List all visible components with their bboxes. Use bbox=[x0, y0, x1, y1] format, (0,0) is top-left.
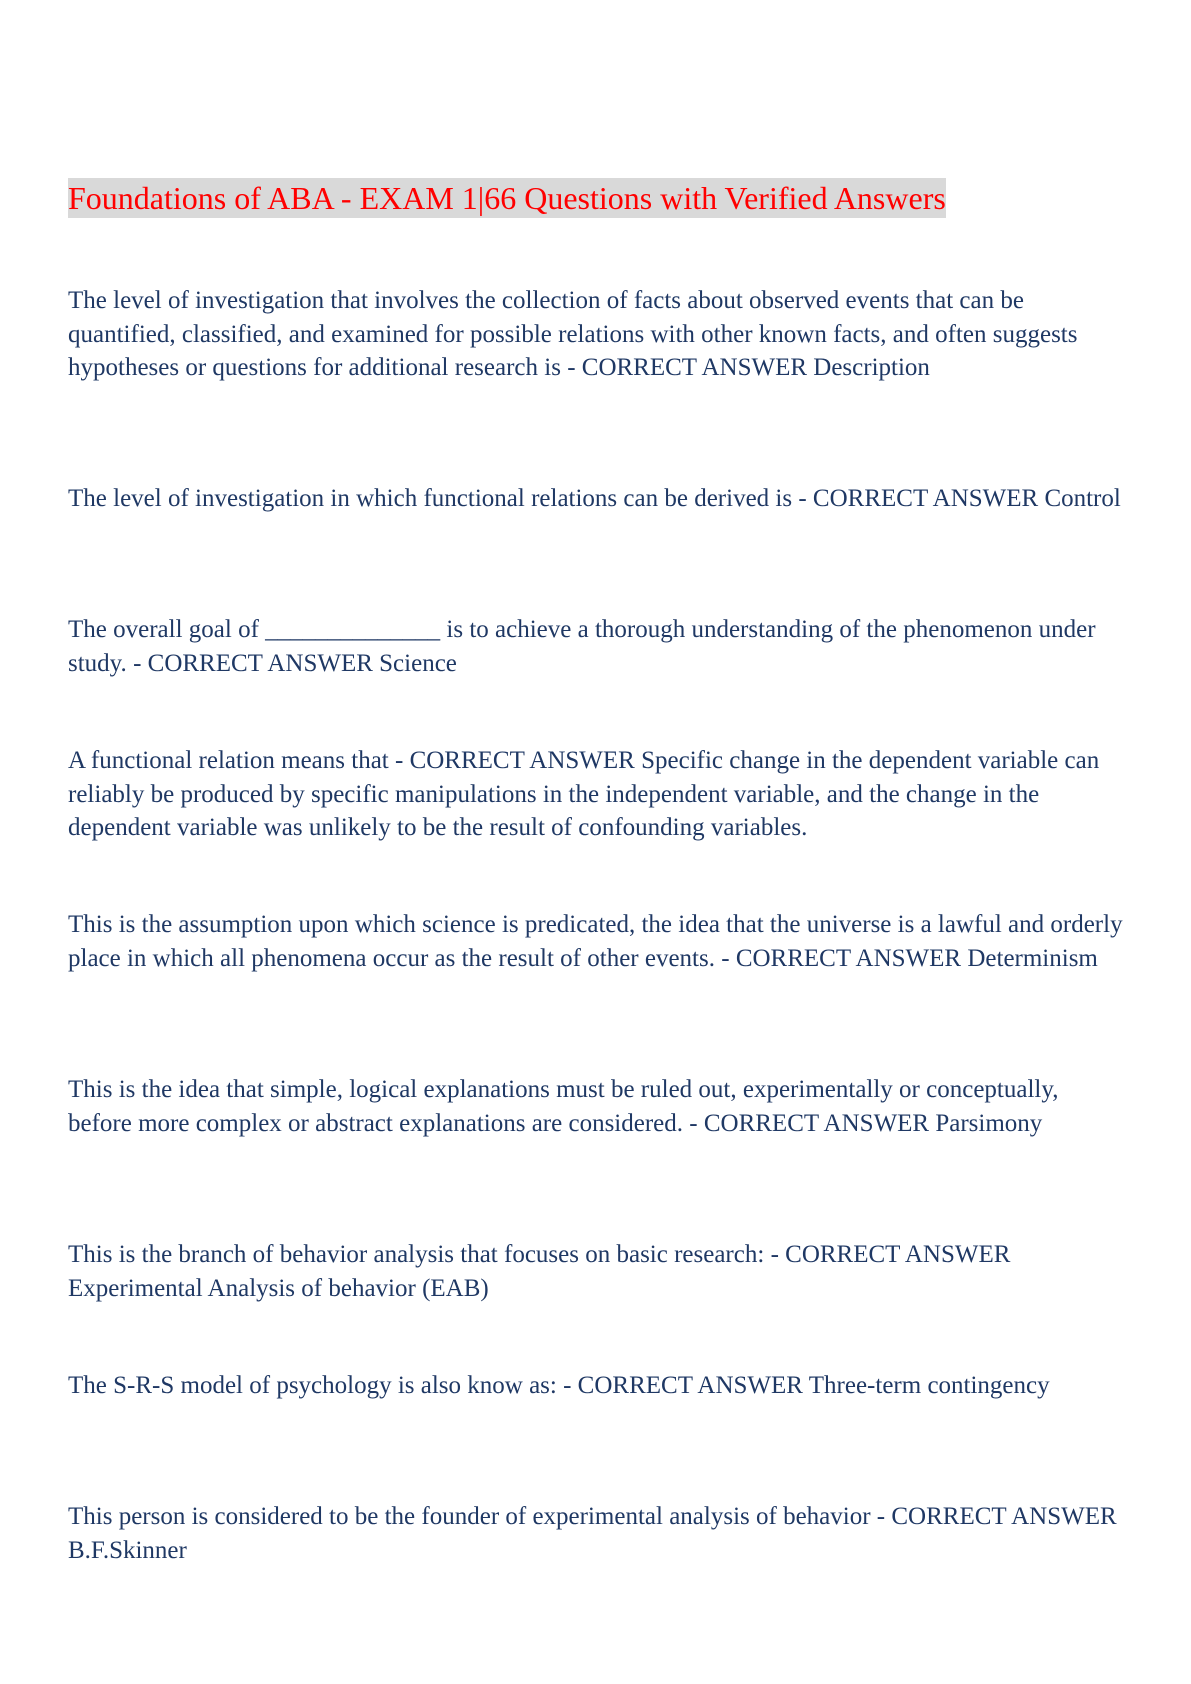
question-text: This is the assumption upon which science is predicated, the idea that the universe is a lawful and orderly place in which all phenomena occur as the result of other events. bbox=[68, 911, 1123, 972]
answer-text: B.F.Skinner bbox=[68, 1536, 187, 1564]
answer-text: Determinism bbox=[967, 944, 1098, 972]
correct-answer-label: - CORRECT ANSWER bbox=[388, 747, 642, 774]
qa-item-8 bbox=[68, 1369, 1128, 1403]
question-text: The level of investigation that involves the collection of facts about observed events that can be quantified, classified, and examined for possible relations with other known facts, and often suggests hypotheses or questions for additional research is bbox=[68, 287, 1078, 381]
qa-item-3 bbox=[68, 613, 1128, 680]
correct-answer-label: - CORRECT ANSWER bbox=[683, 1109, 936, 1137]
question-text: A functional relation means that bbox=[68, 747, 389, 774]
question-text: This person is considered to be the founder of experimental analysis of behavior bbox=[68, 1503, 871, 1530]
question-text: This is the branch of behavior analysis that focuses on basic research: bbox=[68, 1241, 765, 1268]
answer-text: Control bbox=[1044, 485, 1121, 512]
correct-answer-label: - CORRECT ANSWER bbox=[715, 944, 968, 972]
correct-answer-label: - CORRECT ANSWER bbox=[556, 1372, 809, 1399]
qa-item-5 bbox=[68, 908, 1128, 975]
correct-answer-label: - CORRECT ANSWER bbox=[126, 649, 380, 677]
question-text: The level of investigation in which functional relations can be derived is bbox=[68, 485, 793, 512]
answer-text: Experimental Analysis of behavior (EAB) bbox=[68, 1274, 489, 1302]
correct-answer-label: - CORRECT ANSWER bbox=[792, 485, 1045, 512]
answer-text: Description bbox=[813, 354, 930, 381]
question-text: This is the idea that simple, logical explanations must be ruled out, experimentally or conceptually, before more complex or abstract explanations are considered. bbox=[68, 1076, 1059, 1137]
qa-item-1 bbox=[68, 284, 1128, 385]
correct-answer-label: - CORRECT ANSWER bbox=[560, 354, 814, 381]
qa-item-4 bbox=[68, 744, 1128, 845]
qa-item-2 bbox=[68, 482, 1128, 516]
qa-item-9 bbox=[68, 1500, 1128, 1567]
question-text: The overall goal of ______________ is to achieve a thorough understanding of the phenomenon under study. bbox=[68, 616, 1096, 677]
document-title: Foundations of ABA - EXAM 1|66 Questions with Verified Answers bbox=[68, 180, 946, 216]
question-text: The S-R-S model of psychology is also know as: bbox=[68, 1372, 557, 1399]
answer-text: Three-term contingency bbox=[808, 1372, 1050, 1399]
answer-text: Science bbox=[379, 649, 457, 677]
qa-item-7 bbox=[68, 1238, 1128, 1305]
correct-answer-label: - CORRECT ANSWER bbox=[764, 1241, 1011, 1268]
correct-answer-label: - CORRECT ANSWER bbox=[870, 1503, 1117, 1530]
answer-text: Parsimony bbox=[935, 1109, 1043, 1137]
qa-item-6 bbox=[68, 1073, 1128, 1140]
answer-text: Specific change in the dependent variable can reliably be produced by specific manipulations in the independent variable, and the change in the dependent variable was unlikely to be the result of confounding variables. bbox=[68, 747, 1100, 841]
